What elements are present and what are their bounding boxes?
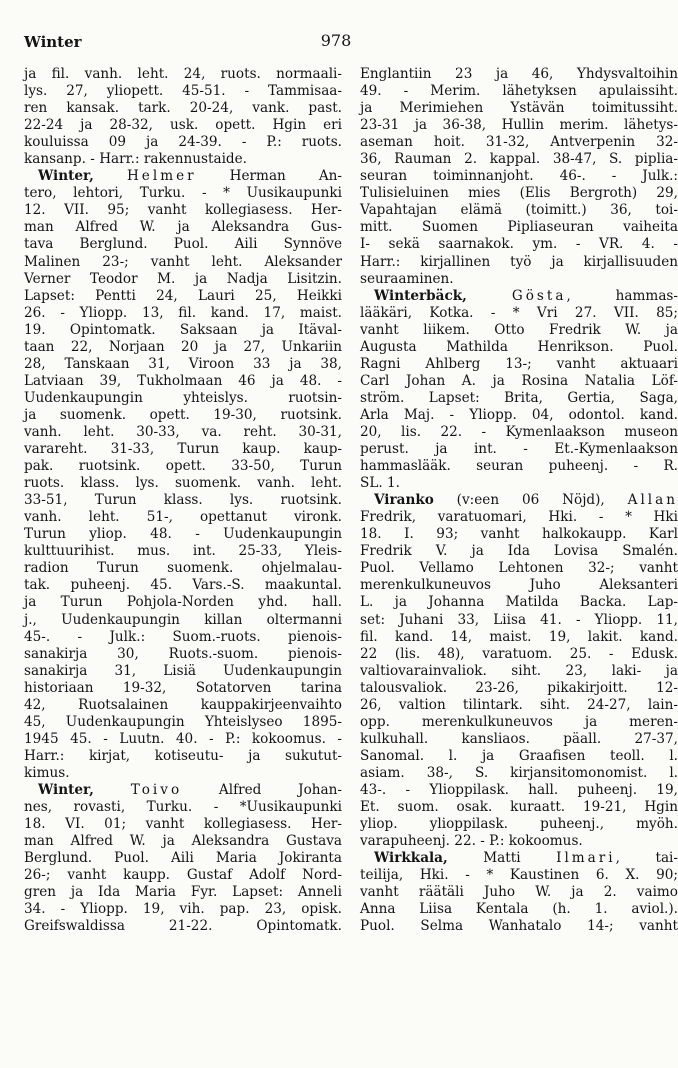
- text-line: talousvaliok. 23-26, pikakirjoitt. 12-: [360, 679, 678, 696]
- entry-rest: , hammas-: [566, 287, 678, 304]
- text-line: set: Juhani 33, Liisa 41. - Yliopp. 11,: [360, 611, 678, 628]
- text-line: man Alfred W. ja Aleksandra Gustava: [24, 833, 342, 850]
- entry-given-name: Gösta: [511, 287, 567, 304]
- text-line: Sanomal. l. ja Graafisen teoll. l.: [360, 747, 678, 764]
- text-line: L. ja Johanna Matilda Backa. Lap-: [360, 594, 678, 611]
- text-line: 33-51, Turun klass. lys. ruotsink.: [24, 492, 342, 509]
- entry-rest: , tai-: [615, 850, 678, 867]
- text-line: Verner Teodor M. ja Nadja Lisitzin.: [24, 270, 342, 287]
- text-line: Latviaan 39, Tukholmaan 46 ja 48. -: [24, 372, 342, 389]
- text-line: 23-31 ja 36-38, Hullin merim. lähetys-: [360, 117, 678, 134]
- entry-heading-line: [24, 782, 342, 799]
- text-line: vanht liikem. Otto Fredrik W. ja: [360, 321, 678, 338]
- text-line: 26, valtion tilintark. siht. 24-27, lain-: [360, 696, 678, 713]
- entry-prefix: Matti: [447, 850, 557, 867]
- entry-surname: Winterbäck,: [374, 287, 467, 304]
- entry-surname: Wirkkala,: [374, 850, 448, 867]
- text-line: teilija, Hki. - * Kaustinen 6. X. 90;: [360, 867, 678, 884]
- text-line: fil. kand. 14, maist. 19, lakit. kand.: [360, 628, 678, 645]
- text-line: 43-. - Ylioppilask. hall. puheenj. 19,: [360, 781, 678, 798]
- entry-rest: Alfred Johan-: [182, 781, 342, 798]
- text-line: Englantiin 23 ja 46, Yhdysvaltoihin: [360, 66, 678, 82]
- text-line: Puol. Selma Wanhatalo 14-; vanht: [360, 918, 678, 935]
- text-line: 26. - Yliopp. 13, fil. kand. 17, maist.: [24, 304, 342, 321]
- text-line: 45, Uudenkaupungin Yhteislyseo 1895-: [24, 713, 342, 730]
- text-line: 19. Opintomatk. Saksaan ja Itäval-: [24, 321, 342, 338]
- text-line: opp. merenkulkuneuvos ja meren-: [360, 713, 678, 730]
- text-line: Fredrik V. ja Ida Lovisa Smalén.: [360, 543, 678, 560]
- text-line: yliop. ylioppilask. puheenj., myöh.: [360, 816, 678, 833]
- text-line: 18. I. 93; vanht halkokaupp. Karl: [360, 526, 678, 543]
- text-line: Tulisieluinen mies (Elis Bergroth) 29,: [360, 185, 678, 202]
- text-line: historiaan 19-32, Sotatorven tarina: [24, 679, 342, 696]
- text-line: ström. Lapset: Brita, Gertia, Saga,: [360, 389, 678, 406]
- text-line: I- sekä saarnakok. ym. - VR. 4. -: [360, 236, 678, 253]
- text-line: kulttuurihist. mus. int. 25-33, Yleis-: [24, 543, 342, 560]
- running-head: Winter: [24, 33, 82, 51]
- text-line: Harr.: kirjat, kotiseutu- ja sukutut-: [24, 747, 342, 764]
- text-line: Augusta Mathilda Henrikson. Puol.: [360, 338, 678, 355]
- text-line: kouluissa 09 ja 24-39. - P.: ruots.: [24, 134, 342, 151]
- text-line: nes, rovasti, Turku. - *Uusikaupunki: [24, 799, 342, 816]
- text-line: varareht. 31-33, Turun kaup. kaup-: [24, 441, 342, 458]
- text-line: sanakirja 30, Ruots.-suom. pienois-: [24, 645, 342, 662]
- entry-heading-line: [360, 288, 678, 305]
- text-line: Puol. Vellamo Lehtonen 32-; vanht: [360, 560, 678, 577]
- text-line: perust. ja int. - Et.-Kymenlaakson: [360, 441, 678, 458]
- entry-given-name: Ilmari: [556, 850, 616, 867]
- text-line: radion Turun suomenk. ohjelmalau-: [24, 560, 342, 577]
- text-line: lääkäri, Kotka. - * Vri 27. VII. 85;: [360, 304, 678, 321]
- text-line: 34. - Yliopp. 19, vih. pap. 23, opisk.: [24, 901, 342, 918]
- text-line: Lapset: Pentti 24, Lauri 25, Heikki: [24, 287, 342, 304]
- right-column: [360, 66, 678, 935]
- text-line: hammaslääk. seuran puheenj. - R.: [360, 458, 678, 475]
- text-line: asiam. 38-, S. kirjansitomonomist. l.: [360, 764, 678, 781]
- text-line: 12. VII. 95; vanht kollegiasess. Her-: [24, 202, 342, 219]
- text-line: tak. puheenj. 45. Vars.-S. maakuntal.: [24, 577, 342, 594]
- text-line: Berglund. Puol. Aili Maria Jokiranta: [24, 850, 342, 867]
- text-line: 22 (lis. 48), varatuom. 25. - Edusk.: [360, 645, 678, 662]
- entry-heading-line: [360, 850, 678, 867]
- text-line: merenkulkuneuvos Juho Aleksanteri: [360, 577, 678, 594]
- text-line: gren ja Ida Maria Fyr. Lapset: Anneli: [24, 884, 342, 901]
- text-line: taan 22, Norjaan 20 ja 27, Unkariin: [24, 338, 342, 355]
- text-line: SL. 1.: [360, 475, 400, 492]
- entry-heading-line: [24, 168, 342, 185]
- text-line: vanh. leht. 30-33, va. reht. 30-31,: [24, 423, 342, 440]
- text-line: Arla Maj. - Yliopp. 04, odontol. kand.: [360, 406, 678, 423]
- text-line: Vapahtajan elämä (toimitt.) 36, toi-: [360, 202, 678, 219]
- text-line: tero, lehtori, Turku. - * Uusikaupunki: [24, 185, 342, 202]
- text-line: ren kansak. tark. 20-24, vank. past.: [24, 100, 342, 117]
- text-line: vanh. leht. 51-, opettanut vironk.: [24, 509, 342, 526]
- text-line: aseman hoit. 31-32, Antverpenin 32-: [360, 134, 678, 151]
- text-line: Ragni Ahlberg 13-; vanht aktuaari: [360, 355, 678, 372]
- text-line: 42, Ruotsalainen kauppakirjeenvaihto: [24, 696, 342, 713]
- entry-given-name: Toivo: [130, 781, 183, 798]
- text-line: lys. 27, yliopett. 45-51. - Tammisaa-: [24, 83, 342, 100]
- text-line: Fredrik, varatuomari, Hki. - * Hki: [360, 509, 678, 526]
- text-line: man Alfred W. ja Aleksandra Gus-: [24, 219, 342, 236]
- entry-rest: Herman An-: [196, 168, 342, 185]
- text-line: 20, lis. 22. - Kymenlaakson museon: [360, 423, 678, 440]
- entry-heading-line: [360, 492, 678, 509]
- text-line: ja Turun Pohjola-Norden yhd. hall.: [24, 594, 342, 611]
- text-line: 22-24 ja 28-32, usk. opett. Hgin eri: [24, 117, 342, 134]
- text-line: 49. - Merim. lähetyksen apulaissiht.: [360, 83, 678, 100]
- text-line: Malinen 23-; vanht leht. Aleksander: [24, 253, 342, 270]
- text-line: Et. suom. osak. kuraatt. 19-21, Hgin: [360, 799, 678, 816]
- entry-surname: Winter,: [38, 781, 94, 798]
- text-line: seuran toiminnanjoht. 46-. - Julk.:: [360, 168, 678, 185]
- text-line: kimus.: [24, 764, 70, 781]
- text-line: 1945 45. - Luutn. 40. - P.: kokoomus. -: [24, 730, 342, 747]
- text-line: j., Uudenkaupungin killan oltermanni: [24, 611, 342, 628]
- text-line: ruots. klass. lys. suomenk. vanh. leht.: [24, 475, 342, 492]
- text-line: sanakirja 31, Lisiä Uudenkaupungin: [24, 662, 342, 679]
- text-line: Turun yliop. 48. - Uudenkaupungin: [24, 526, 342, 543]
- text-line: kansanp. - Harr.: rakennustaide.: [24, 151, 247, 168]
- page-number: 978: [320, 31, 352, 50]
- text-line: 28, Tanskaan 31, Viroon 33 ja 38,: [24, 355, 342, 372]
- text-line: ja suomenk. opett. 19-30, ruotsink.: [24, 406, 342, 423]
- text-line: vanht räätäli Juho W. ja 2. vaimo: [360, 884, 678, 901]
- entry-surname: Viranko: [374, 492, 434, 509]
- text-line: Carl Johan A. ja Rosina Natalia Löf-: [360, 372, 678, 389]
- text-line: ja Merimiehen Ystävän toimitussiht.: [360, 100, 678, 117]
- text-line: Uudenkaupungin yhteislys. ruotsin-: [24, 389, 342, 406]
- text-line: seuraaminen.: [360, 270, 454, 287]
- text-line: kulkuhall. kansliaos. päall. 27-37,: [360, 730, 678, 747]
- entry-prefix: (v:een 06 Nöjd),: [433, 492, 628, 509]
- left-column: [24, 66, 342, 935]
- entry-given-name: Allan: [627, 492, 678, 509]
- text-line: 45-. - Julk.: Suom.-ruots. pienois-: [24, 628, 342, 645]
- text-line: Harr.: kirjallinen työ ja kirjallisuuden: [360, 253, 678, 270]
- entry-given-name: Helmer: [126, 168, 197, 185]
- text-line: varapuheenj. 22. - P.: kokoomus.: [360, 833, 583, 850]
- text-line: Anna Liisa Kentala (h. 1. aviol.).: [360, 901, 678, 918]
- text-line: 36, Rauman 2. kappal. 38-47, S. piplia-: [360, 151, 678, 168]
- text-line: 18. VI. 01; vanht kollegiasess. Her-: [24, 816, 342, 833]
- text-line: Greifswaldissa 21-22. Opintomatk.: [24, 918, 342, 935]
- entry-surname: Winter,: [38, 168, 94, 185]
- text-line: ja fil. vanh. leht. 24, ruots. normaali-: [24, 66, 342, 82]
- text-line: valtiovarainvaliok. siht. 23, laki- ja: [360, 662, 678, 679]
- text-line: mitt. Suomen Pipliaseuran vaiheita: [360, 219, 678, 236]
- text-line: tava Berglund. Puol. Aili Synnöve: [24, 236, 342, 253]
- text-line: pak. ruotsink. opett. 33-50, Turun: [24, 458, 342, 475]
- text-line: 26-; vanht kaupp. Gustaf Adolf Nord-: [24, 867, 342, 884]
